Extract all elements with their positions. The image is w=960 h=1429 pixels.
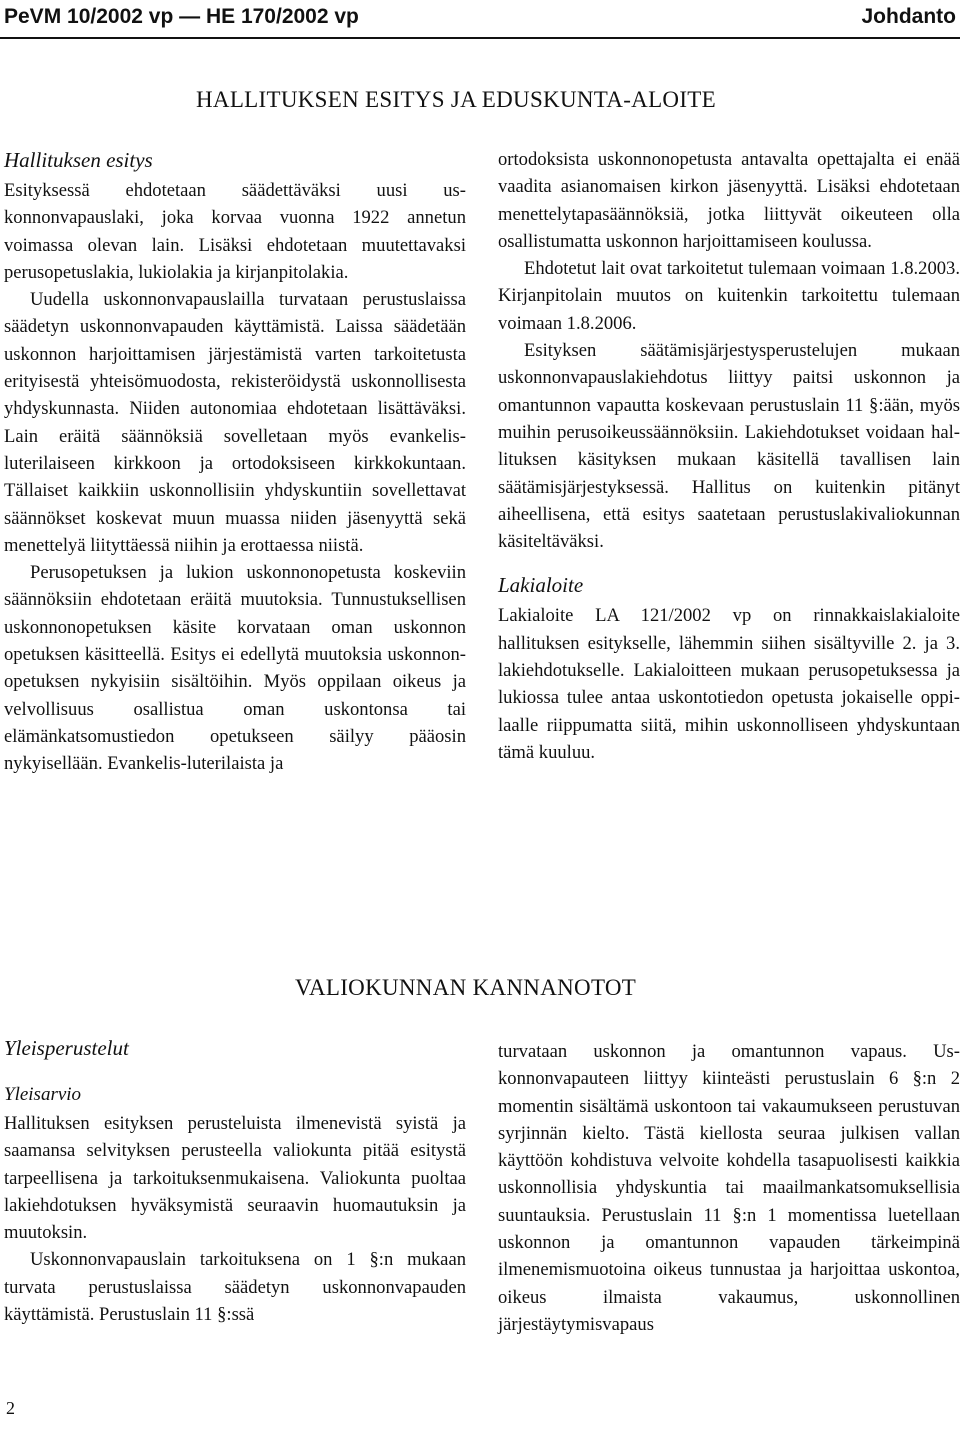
paragraph: Lakialoite LA 121/2002 vp on rinnakkaislakialoite hallituksen esitykselle, lähemmin siihen sisältyville 2. ja 3. lakiehdotukselle. Lakialoitteen mukaan perusopetuksessa ja lukiossa tulee antaa uskontotiedon opetusta jokaiselle oppilaalle riippumatta siitä, mihin uskonnolliseen yhdyskuntaan tämä kuuluu. (498, 605, 960, 763)
section1-left-column (4, 146, 466, 778)
running-header (0, 0, 960, 34)
paragraph: Ehdotetut lait ovat tarkoitetut tulemaan voimaan 1.8.2003. Kirjanpitolain muutos on kuitenkin tarkoitettu tulemaan voimaan 1.8.2006. (498, 258, 960, 334)
section2-left-column (4, 1034, 466, 1328)
heading-government-proposal: Hallituksen esitys (4, 148, 153, 172)
paragraph: Hallituksen esityksen perusteluista ilmenevistä syistä ja saamansa selvityksen perusteella valiokunta pitää esitystä tarpeellisena ja tarkoituksenmukaisena. Valiokunta puoltaa lakiehdotuksen hyväksymistä seuraavin huomautuksin ja muutoksin. (4, 1113, 466, 1244)
page-number: 2 (6, 1398, 15, 1418)
paragraph: ortodoksista uskonnonopetusta antavalta opettajalta ei enää vaadita asianomaisen kirkon jäsenyyttä. Lisäksi ehdotetaan menettelytapasäännöksiä, jotka liittyvät oikeuteen olla osallistumatta uskonnon harjoittamiseen koulussa. (498, 149, 960, 252)
section-title-proposal: HALLITUKSEN ESITYS JA EDUSKUNTA-ALOITE (196, 87, 716, 112)
section1-right-column (498, 146, 960, 766)
paragraph: Uskonnonvapauslain tarkoituksena on 1 §:n mukaan turvata perustuslaissa säädetyn uskonnonvapauden käyttämistä. Perustuslain 11 §:ssä (4, 1249, 466, 1326)
header-rule (0, 37, 960, 39)
paragraph: Uudella uskonnonvapauslailla turvataan perustuslaissa säädetyn uskonnonvapauden käyttämistä. Laissa säädetään uskonnon harjoittamisen järjestämistä varten tarkoitetusta erityisestä yhteisömuodosta, rekisteröidystä uskonnollisesta yhdyskunnasta. Niiden autonomiaa ehdotetaan lisättäväksi. Lain eräitä säännöksiä sovelletaan myös evankelis-luterilaiseen kirkkoon ja ortodoksiseen kirkkokuntaan. Tällaiset kaikkiin uskonnollisiin yhdyskuntiin sovellettavat säännökset koskevat muun muassa niiden jäsenyyttä sekä menettelyä liityttäessä niihin ja erottaessa niistä. (4, 289, 466, 556)
spacer (498, 555, 960, 571)
heading-law-initiative: Lakialoite (498, 573, 584, 598)
section2-right-column (498, 1038, 960, 1338)
paragraph: Esityksessä ehdotetaan säädettäväksi uusi uskonnonvapauslaki, joka korvaa vuonna 1922 annetun voimassa olevan lain. Lisäksi ehdotetaan muutettavaksi perusopetuslakia, lukiolakia ja kirjanpitolakia. (4, 180, 466, 283)
subheading-general-assessment: Yleisarvio (4, 1084, 82, 1105)
paragraph: turvataan uskonnon ja omantunnon vapaus. Uskonnonvapauteen liittyy kiinteästi perustuslain 6 §:n 2 momentin sisältämä uskontoon tai vakaumukseen perustuvan syrjinnän kielto. Tästä kiellosta seuraa julkisen vallan käyttöön kohdistuva velvoite kohdella tasapuolisesti kaikkia uskonnollisia yhdyskuntia tai maailmankatsomuksellisia suuntauksia. Perustuslain 11 §:n 1 momentissa luetellaan uskonnon ja omantunnon vapauden tärkeimpinä ilmenemismuotoina oikeus tunnustaa ja harjoittaa uskontoa, oikeus ilmaista vakaumus, uskonnollinen järjestäytymisvapaus (498, 1041, 960, 1335)
header-section-name: Johdanto (861, 5, 956, 28)
section-title-committee-positions: VALIOKUNNAN KANNANOTOT (295, 975, 637, 1000)
header-document-id: PeVM 10/2002 vp — HE 170/2002 vp (4, 5, 359, 28)
paragraph: Esityksen säätämisjärjestysperustelujen mukaan uskonnonvapauslakiehdotus liittyy paitsi uskonnon ja omantunnon vapautta koskevaan perustuslain 11 §:ään, myös muihin perusoikeussäännöksiin. Lakiehdotukset voidaan hallituksen käsityksen mukaan käsitellä tavallisen lain säätämisjärjestyksessä. Hallitus on kuitenkin pitänyt aiheellisena, että esitys saatetaan perustuslakivaliokunnan käsiteltäväksi. (498, 340, 960, 553)
heading-general-reasoning: Yleisperustelut (4, 1036, 129, 1060)
spacer (4, 1065, 466, 1081)
paragraph: Perusopetuksen ja lukion uskonnonopetusta koskeviin säännöksiin ehdotetaan eräitä muutoksia. Tunnustuksellisen uskonnonopetuksen käsite korvataan oman uskonnon opetuksen käsitteellä. Esitys ei edellytä muutoksia uskonnonopetuksen nykyisiin sisältöihin. Myös oppilaan oikeus ja velvollisuus osallistua oman uskontonsa tai elämänkatsomustiedon opetukseen säilyy pääosin nykyisellään. Evankelis-luterilaista ja (4, 562, 466, 775)
